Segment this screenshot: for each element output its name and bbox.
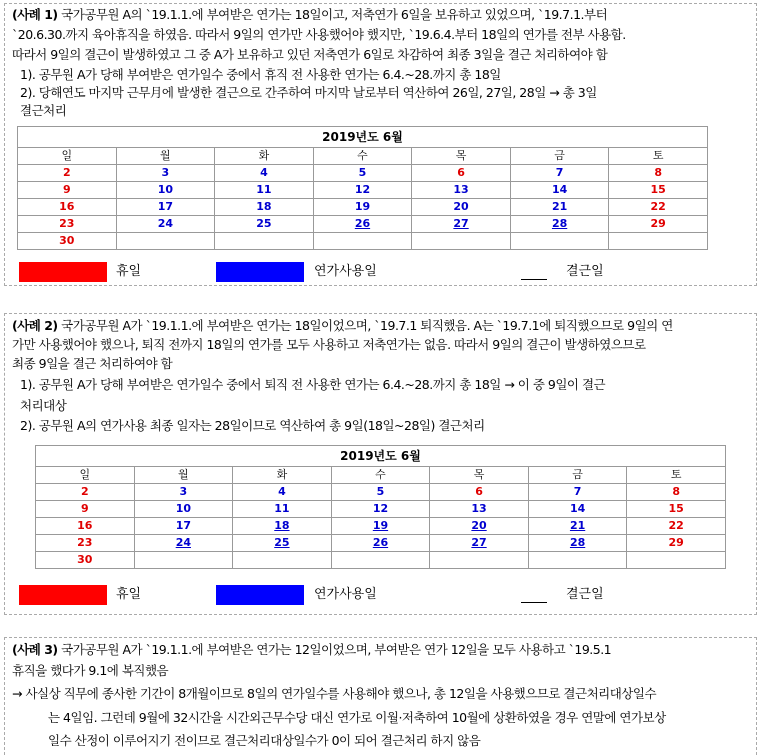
calendar-day-cell: 19 (313, 199, 412, 216)
calendar-day-cell (331, 552, 430, 569)
calendar-day-cell: 5 (331, 484, 430, 501)
dow-wed: 수 (331, 467, 430, 484)
calendar-day-cell: 30 (36, 552, 135, 569)
calendar-day-cell (510, 233, 609, 250)
calendar-day-cell (215, 233, 314, 250)
calendar-day-cell: 26 (331, 535, 430, 552)
legend-leave-label: 연가사용일 (314, 587, 377, 602)
dow-sun: 일 (18, 148, 117, 165)
calendar-day-cell: 2 (36, 484, 135, 501)
holiday-swatch (19, 262, 107, 282)
calendar-day-cell: 18 (233, 518, 332, 535)
dow-sun: 일 (36, 467, 135, 484)
dow-tue: 화 (233, 467, 332, 484)
calendar-day-cell: 6 (430, 484, 529, 501)
calendar-day-cell: 20 (430, 518, 529, 535)
calendar-day-cell: 21 (528, 518, 627, 535)
calendar-day-cell: 15 (609, 182, 708, 199)
case2-title: (사례 2) (12, 318, 58, 333)
calendar-day-cell: 2 (18, 165, 117, 182)
calendar-day-cell: 20 (412, 199, 511, 216)
calendar-day-cell: 16 (18, 199, 117, 216)
calendar-day-cell (116, 233, 215, 250)
calendar-day-cell: 28 (510, 216, 609, 233)
calendar-day-cell (134, 552, 233, 569)
case2-line1: (사례 2) 국가공무원 A가 `19.1.1.에 부여받은 연가는 18일이었으며, `19.7.1 퇴직했음. A는 `19.7.1에 퇴직했으므로 9일의 연 (12, 318, 673, 333)
calendar-day-cell: 23 (36, 535, 135, 552)
calendar-day-cell: 26 (313, 216, 412, 233)
calendar-day-cell: 13 (430, 501, 529, 518)
legend-holiday-label: 휴일 (116, 587, 142, 602)
calendar-day-cell: 29 (627, 535, 726, 552)
dow-mon: 월 (134, 467, 233, 484)
case2-line3: 최종 9일을 결근 처리하여야 함 (12, 356, 173, 371)
calendar-day-cell: 24 (116, 216, 215, 233)
calendar-day-cell: 10 (116, 182, 215, 199)
dow-wed: 수 (313, 148, 412, 165)
legend-absence-label: 결근일 (566, 587, 604, 602)
absence-underline-marker (521, 279, 547, 280)
case3-line1: (사례 3) 국가공무원 A가 `19.1.1.에 부여받은 연가는 12일이었으며, 부여받은 연가 12일을 모두 사용하고 `19.5.1 (12, 642, 612, 657)
calendar-day-cell: 5 (313, 165, 412, 182)
calendar-day-cell: 29 (609, 216, 708, 233)
calendar-day-cell: 19 (331, 518, 430, 535)
calendar-day-cell: 27 (412, 216, 511, 233)
calendar-day-cell: 18 (215, 199, 314, 216)
case2-calendar (35, 445, 726, 569)
calendar-day-cell: 4 (233, 484, 332, 501)
absence-underline-marker (521, 602, 547, 603)
calendar-day-cell: 16 (36, 518, 135, 535)
case1-line3: 따라서 9일의 결근이 발생하였고 그 중 A가 보유하고 있던 저축연가 6일로 차감하여 최종 3일을 결근 처리하여야 함 (12, 47, 608, 62)
calendar-day-cell: 13 (412, 182, 511, 199)
case1-line5: 2). 당해연도 마지막 근무月에 발생한 결근으로 간주하여 마지막 날로부터 역산하여 26일, 27일, 28일 → 총 3일 (20, 85, 597, 100)
case1-line6: 결근처리 (20, 103, 67, 118)
calendar-day-cell: 21 (510, 199, 609, 216)
legend-holiday-label: 휴일 (116, 264, 142, 279)
dow-thu: 목 (412, 148, 511, 165)
case1-title: (사례 1) (12, 7, 58, 22)
legend-absence-label: 결근일 (566, 264, 604, 279)
dow-sat: 토 (609, 148, 708, 165)
dow-tue: 화 (215, 148, 314, 165)
dow-thu: 목 (430, 467, 529, 484)
calendar-day-cell: 7 (510, 165, 609, 182)
calendar-day-cell: 10 (134, 501, 233, 518)
calendar-day-cell: 8 (609, 165, 708, 182)
calendar-title: 2019년도 6월 (18, 127, 708, 148)
calendar-day-cell: 17 (134, 518, 233, 535)
dow-mon: 월 (116, 148, 215, 165)
calendar-day-cell: 8 (627, 484, 726, 501)
calendar-day-cell: 24 (134, 535, 233, 552)
calendar-day-cell: 22 (627, 518, 726, 535)
calendar-day-cell (430, 552, 529, 569)
dow-fri: 금 (510, 148, 609, 165)
calendar-day-cell: 7 (528, 484, 627, 501)
calendar-day-cell: 12 (331, 501, 430, 518)
case3-line4: 는 4일임. 그런데 9월에 32시간을 시간외근무수당 대신 연가로 이월·저축하여 10월에 상환하였을 경우 연말에 연가보상 (48, 710, 666, 725)
case1-line1: (사례 1) 국가공무원 A의 `19.1.1.에 부여받은 연가는 18일이고, 저축연가 6일을 보유하고 있었으며, `19.7.1.부터 (12, 7, 608, 22)
calendar-title: 2019년도 6월 (36, 446, 726, 467)
calendar-day-cell: 9 (18, 182, 117, 199)
calendar-day-cell: 28 (528, 535, 627, 552)
calendar-day-cell: 14 (528, 501, 627, 518)
case2-line2: 가만 사용했어야 했으나, 퇴직 전까지 18일의 연가를 모두 사용하고 저축연가는 없음. 따라서 9일의 결근이 발생하였으므로 (12, 337, 646, 352)
case3-line5: 일수 산정이 이루어지기 전이므로 결근처리대상일수가 0이 되어 결근처리 하지 않음 (48, 733, 481, 748)
case3-title: (사례 3) (12, 642, 58, 657)
calendar-day-cell: 30 (18, 233, 117, 250)
calendar-day-cell (233, 552, 332, 569)
case3-line2: 휴직을 했다가 9.1에 복직했음 (12, 663, 169, 678)
calendar-day-cell: 4 (215, 165, 314, 182)
calendar-day-cell: 15 (627, 501, 726, 518)
case2-line5: 처리대상 (20, 398, 67, 413)
calendar-day-cell: 3 (134, 484, 233, 501)
holiday-swatch (19, 585, 107, 605)
dow-sat: 토 (627, 467, 726, 484)
calendar-day-cell (627, 552, 726, 569)
case1-line2: `20.6.30.까지 육아휴직을 하였음. 따라서 9일의 연가만 사용했어야 했지만, `19.6.4.부터 18일의 연가를 전부 사용함. (12, 27, 626, 42)
calendar-day-cell: 9 (36, 501, 135, 518)
calendar-day-cell: 12 (313, 182, 412, 199)
calendar-day-cell: 11 (233, 501, 332, 518)
calendar-day-cell: 25 (215, 216, 314, 233)
calendar-day-cell: 3 (116, 165, 215, 182)
case3-line3: → 사실상 직무에 종사한 기간이 8개월이므로 8일의 연가일수를 사용해야 했으나, 총 12일을 사용했으므로 결근처리대상일수 (12, 686, 657, 701)
calendar-day-cell (528, 552, 627, 569)
leave-swatch (216, 585, 304, 605)
calendar-day-cell: 11 (215, 182, 314, 199)
case2-line6: 2). 공무원 A의 연가사용 최종 일자는 28일이므로 역산하여 총 9일(18일~28일) 결근처리 (20, 418, 485, 433)
calendar-day-cell: 14 (510, 182, 609, 199)
calendar-day-cell: 6 (412, 165, 511, 182)
leave-swatch (216, 262, 304, 282)
calendar-day-cell: 22 (609, 199, 708, 216)
calendar-day-cell: 27 (430, 535, 529, 552)
calendar-day-cell (412, 233, 511, 250)
case1-calendar (17, 126, 708, 250)
calendar-day-cell: 25 (233, 535, 332, 552)
case2-line4: 1). 공무원 A가 당해 부여받은 연가일수 중에서 퇴직 전 사용한 연가는 6.4.~28.까지 총 18일 → 이 중 9일이 결근 (20, 377, 606, 392)
calendar-day-cell: 17 (116, 199, 215, 216)
legend-leave-label: 연가사용일 (314, 264, 377, 279)
case1-line4: 1). 공무원 A가 당해 부여받은 연가일수 중에서 휴직 전 사용한 연가는 6.4.~28.까지 총 18일 (20, 67, 501, 82)
dow-fri: 금 (528, 467, 627, 484)
calendar-day-cell (313, 233, 412, 250)
calendar-day-cell (609, 233, 708, 250)
calendar-day-cell: 23 (18, 216, 117, 233)
